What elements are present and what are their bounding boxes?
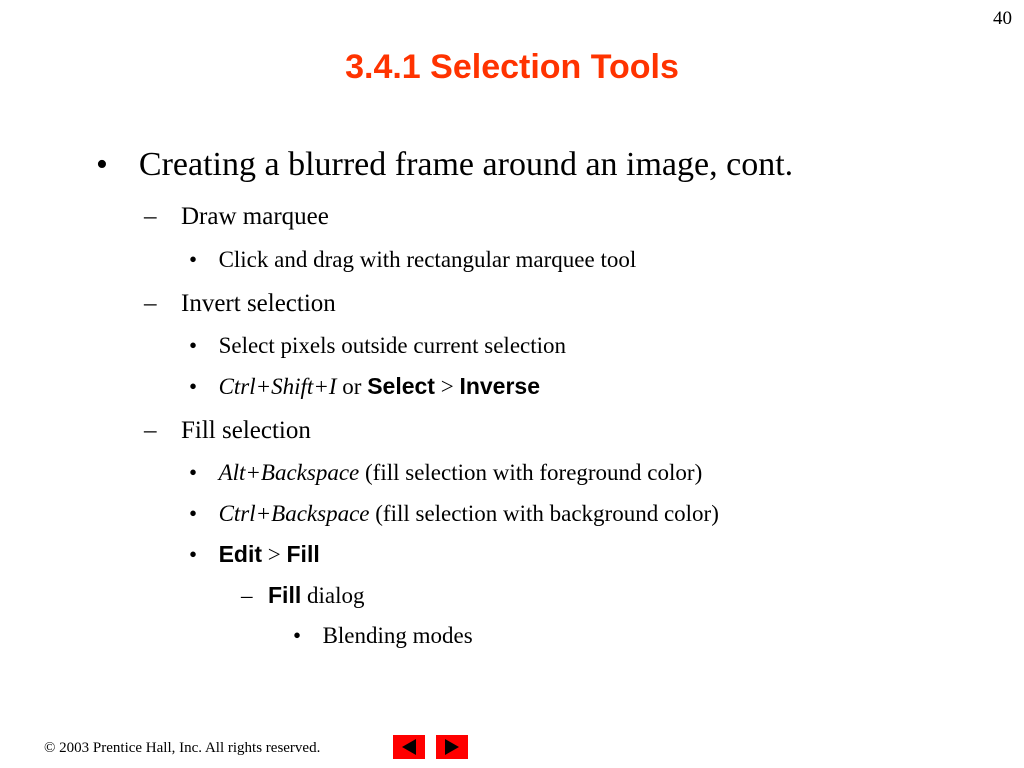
select-pixels-text: Select pixels outside current selection (218, 333, 567, 358)
outline-select-pixels (189, 333, 566, 359)
alt-backspace-text: (fill selection with foreground color) (365, 460, 703, 485)
outline-inverse-shortcut (189, 373, 540, 400)
copyright-symbol: © (44, 740, 56, 756)
ctrl-backspace-text: (fill selection with background color) (375, 501, 719, 526)
outline-fill-dialog (241, 582, 364, 609)
outline-edit-fill (189, 541, 320, 568)
outline-click-drag (189, 247, 636, 273)
right-arrow-icon (436, 735, 468, 759)
bullet-marker: • (189, 333, 198, 358)
copyright-text: 2003 Prentice Hall, Inc. All rights reserved. (59, 740, 321, 756)
page-title: 3.4.1 Selection Tools (345, 48, 679, 86)
bullet-marker: • (293, 623, 302, 648)
dash-marker: – (241, 583, 253, 608)
fill-dialog-text: dialog (306, 583, 365, 608)
outline-draw-marquee (144, 203, 329, 231)
next-slide-button[interactable] (436, 735, 468, 759)
outline-fill-selection (144, 417, 311, 445)
bullet-marker: • (96, 146, 108, 183)
alt-backspace-keys: Alt+Backspace (218, 460, 360, 485)
outline-level1-text: Creating a blurred frame around an image, cont. (138, 146, 794, 183)
menu-separator: > (440, 374, 454, 399)
page-number: 40 (993, 8, 1012, 29)
outline-alt-backspace (189, 460, 702, 486)
outline-invert-selection (144, 290, 336, 318)
left-arrow-icon (393, 735, 425, 759)
outline-ctrl-backspace (189, 501, 719, 527)
invert-selection-label: Invert selection (181, 290, 336, 317)
draw-marquee-label: Draw marquee (181, 203, 329, 230)
outline-level1-item (96, 146, 793, 184)
bullet-marker: • (189, 374, 198, 399)
dash-marker: – (144, 290, 157, 317)
previous-slide-button[interactable] (393, 735, 425, 759)
menu-separator: > (267, 542, 281, 567)
bullet-marker: • (189, 501, 198, 526)
inverse-shortcut-keys: Ctrl+Shift+I (218, 374, 337, 399)
menu-select: Select (367, 373, 435, 399)
bullet-marker: • (189, 542, 198, 567)
footer-copyright (44, 740, 320, 757)
menu-fill: Fill (286, 541, 320, 567)
fill-selection-label: Fill selection (181, 417, 311, 444)
blending-modes-text: Blending modes (322, 623, 473, 648)
ctrl-backspace-keys: Ctrl+Backspace (218, 501, 370, 526)
or-word: or (342, 374, 362, 399)
dash-marker: – (144, 203, 157, 230)
fill-dialog-keyword: Fill (268, 582, 302, 608)
menu-inverse: Inverse (459, 373, 540, 399)
bullet-marker: • (189, 460, 198, 485)
click-drag-text: Click and drag with rectangular marquee tool (218, 247, 637, 272)
dash-marker: – (144, 417, 157, 444)
menu-edit: Edit (218, 541, 263, 567)
bullet-marker: • (189, 247, 198, 272)
outline-blending-modes (293, 623, 473, 649)
